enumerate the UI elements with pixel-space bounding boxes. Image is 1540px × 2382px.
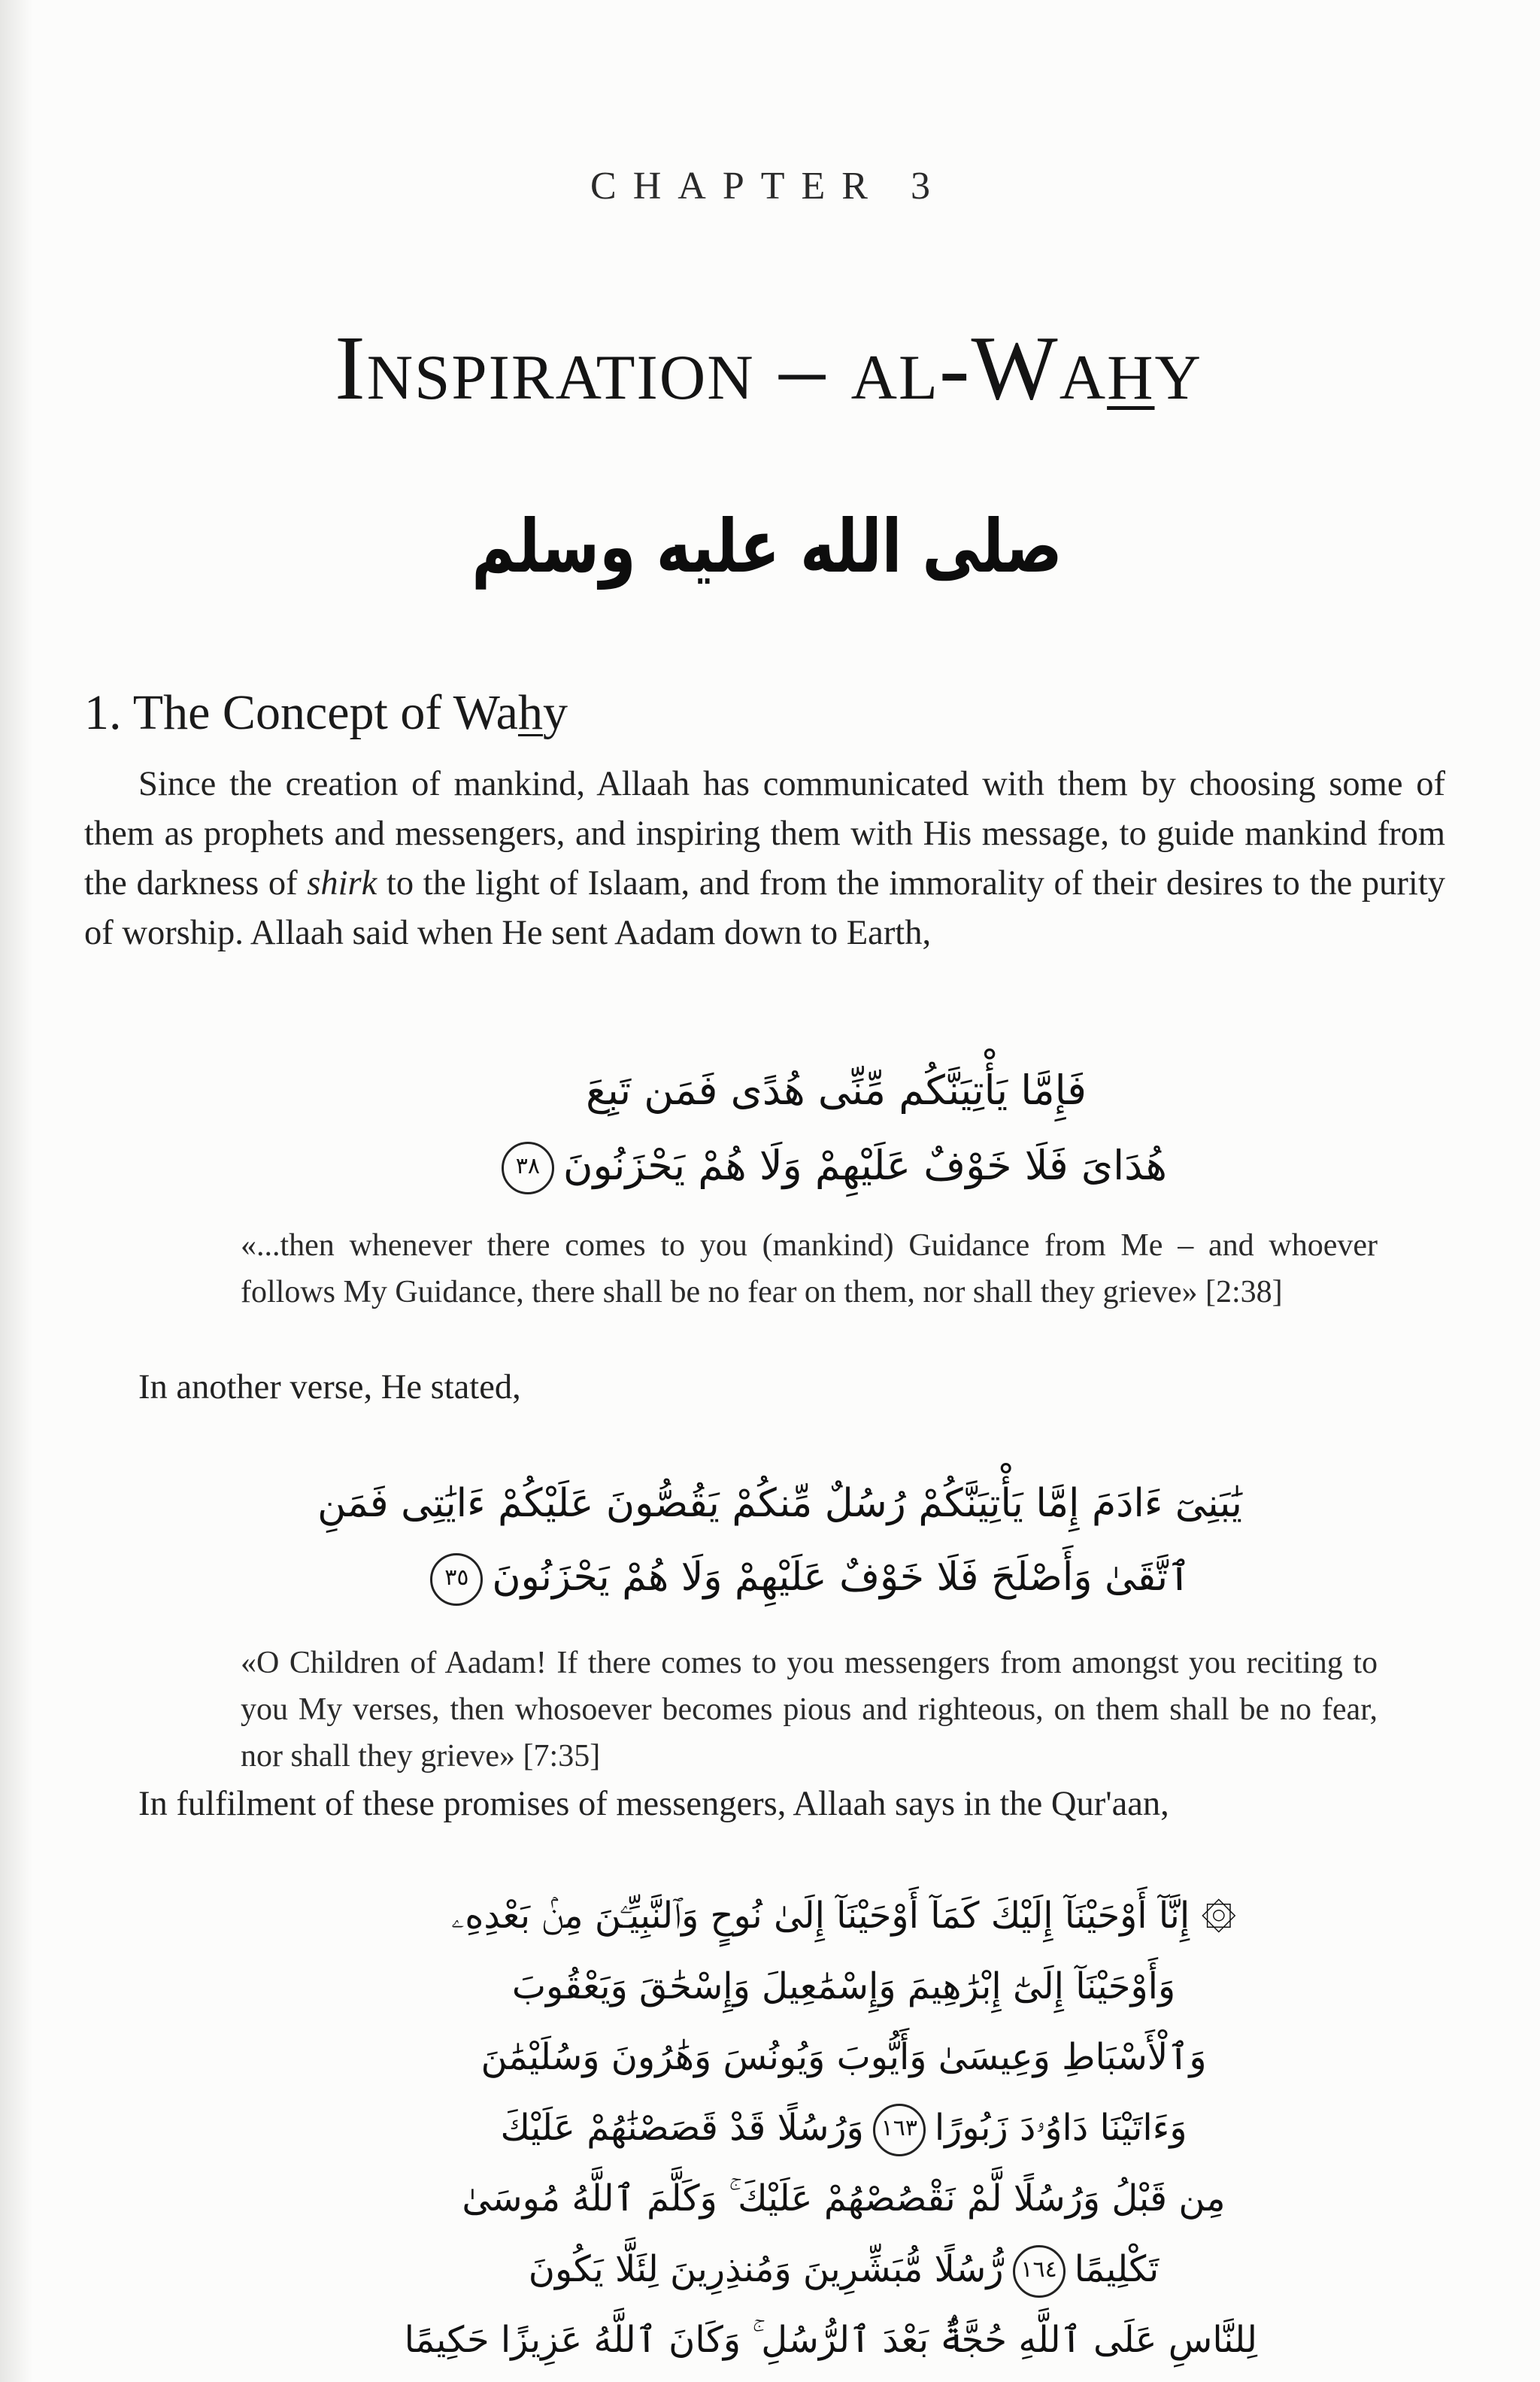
intro-paragraph — [84, 760, 1445, 958]
chapter-title — [84, 316, 1453, 421]
verse-3-arabic-line-6-b: رُّسُلًا مُّبَشِّرِينَ وَمُنذِرِينَ لِئَلَّا يَكُونَ — [528, 2248, 1004, 2290]
verse-2-translation: «O Children of Aadam! If there comes to you messengers from amongst you reciting to you My verses, then whosoever becomes pious and righteous, on them shall be no fear, nor shall they grieve» [7:35] — [241, 1646, 1378, 1774]
verse-2-arabic — [317, 1467, 1242, 1614]
verse-1-ayah-number: ٣٨ — [502, 1142, 554, 1194]
verse-3-arabic-line-2: وَأَوْحَيْنَآ إِلَىٰٓ إِبْرَٰهِيمَ وَإِسْمَٰعِيلَ وَإِسْحَٰقَ وَيَعْقُوبَ — [511, 1965, 1176, 2007]
verse-3-arabic-line-6 — [430, 2234, 1257, 2305]
section-heading-post: y — [542, 685, 568, 740]
verse-3-ayah-number-163: ١٦٣ — [873, 2104, 926, 2156]
verse-3-ayah-number-164: ١٦٤ — [1013, 2245, 1066, 2298]
intro-paragraph-part-b: to the light of Islaam, and from the immorality of their desires to the purity of worship. Allaah said when He sent Aadam down to Earth, — [84, 864, 1446, 952]
verse-2-ayah-number: ٣٥ — [430, 1553, 483, 1606]
page-edge-shadow — [0, 0, 33, 2382]
verse-1-translation: «...then whenever there comes to you (mankind) Guidance from Me – and whoever follows My Guidance, there shall be no fear on them, nor shall they grieve» [2:38] — [241, 1228, 1378, 1309]
chapter-title-underlined-letter: h — [1107, 317, 1155, 419]
intro-paragraph-part-a: Since the creation of mankind, Allaah has communicated with them by choosing some of them as prophets and messengers, and inspiring them with His message, to guide mankind from the darkness of — [84, 765, 1445, 903]
verse-3-arabic-line-4-b: وَرُسُلًا قَدْ قَصَصْنَٰهُمْ عَلَيْكَ — [500, 2107, 864, 2149]
salutation-calligraphy — [471, 474, 1063, 624]
section-heading — [84, 684, 568, 742]
verse-3-arabic-line-3: وَٱلْأَسْبَاطِ وَعِيسَىٰ وَأَيُّوبَ وَيُونُسَ وَهَٰرُونَ وَسُلَيْمَٰنَ — [480, 2036, 1207, 2078]
verse-3-arabic-line-5: مِن قَبْلُ وَرُسُلًا لَّمْ نَقْصُصْهُمْ عَلَيْكَ ۚ وَكَلَّمَ ٱللَّهُ مُوسَىٰ — [462, 2177, 1226, 2220]
section-heading-underlined-letter: h — [517, 685, 543, 740]
verse-1-arabic — [505, 1053, 1167, 1203]
salutation-calligraphy-text: صلى الله عليه وسلم — [471, 503, 1063, 590]
verse-3-arabic-line-4-a: وَءَاتَيْنَا دَاوُۥدَ زَبُورًا — [934, 2107, 1187, 2149]
chapter-label: CHAPTER 3 — [590, 165, 947, 208]
verse-2-arabic-line-2 — [370, 1540, 1242, 1614]
chapter-title-end: y — [1154, 317, 1202, 419]
verse-3-arabic-line-6-a: تَكْلِيمًا — [1074, 2248, 1160, 2290]
verse-1-arabic-line-2-text: هُدَاىَ فَلَا خَوْفٌ عَلَيْهِمْ وَلَا هُمْ يَحْزَنُونَ — [562, 1142, 1167, 1189]
verse-1-arabic-line-1: فَإِمَّا يَأْتِيَنَّكُم مِّنِّى هُدًى فَمَن تَبِعَ — [586, 1067, 1087, 1114]
intro-paragraph-shirk: shirk — [307, 864, 377, 903]
verse-2-arabic-line-1: يَٰبَنِىٓ ءَادَمَ إِمَّا يَأْتِيَنَّكُمْ رُسُلٌ مِّنكُمْ يَقُصُّونَ عَلَيْكُمْ ءَايَٰتِى فَمَنِ — [317, 1481, 1242, 1526]
verse-1-arabic-line-2 — [505, 1128, 1167, 1203]
verse-3-arabic-line-4 — [430, 2092, 1257, 2163]
verse-2-arabic-line-2-text: ٱتَّقَىٰ وَأَصْلَحَ فَلَا خَوْفٌ عَلَيْهِمْ وَلَا هُمْ يَحْزَنُونَ — [492, 1555, 1191, 1600]
lead-text-2: In another verse, He stated, — [138, 1368, 521, 1406]
verse-3-arabic-line-7: لِلنَّاسِ عَلَى ٱللَّهِ حُجَّةٌۢ بَعْدَ ٱلرُّسُلِ ۚ وَكَانَ ٱللَّهُ عَزِيزًا حَكِيمًا — [404, 2319, 1257, 2361]
verse-3-arabic-line-1: ۞ إِنَّآ أَوْحَيْنَآ إِلَيْكَ كَمَآ أَوْحَيْنَآ إِلَىٰ نُوحٍ وَٱلنَّبِيِّـۧنَ مِنۢ بَعْدِهِۦ — [450, 1895, 1237, 1937]
lead-text-3: In fulfilment of these promises of messengers, Allaah says in the Qur'aan, — [138, 1785, 1169, 1823]
verse-3-arabic — [404, 1880, 1257, 2375]
chapter-title-main: Inspiration – al-Wa — [335, 317, 1108, 419]
section-heading-pre: 1. The Concept of Wa — [84, 685, 518, 740]
